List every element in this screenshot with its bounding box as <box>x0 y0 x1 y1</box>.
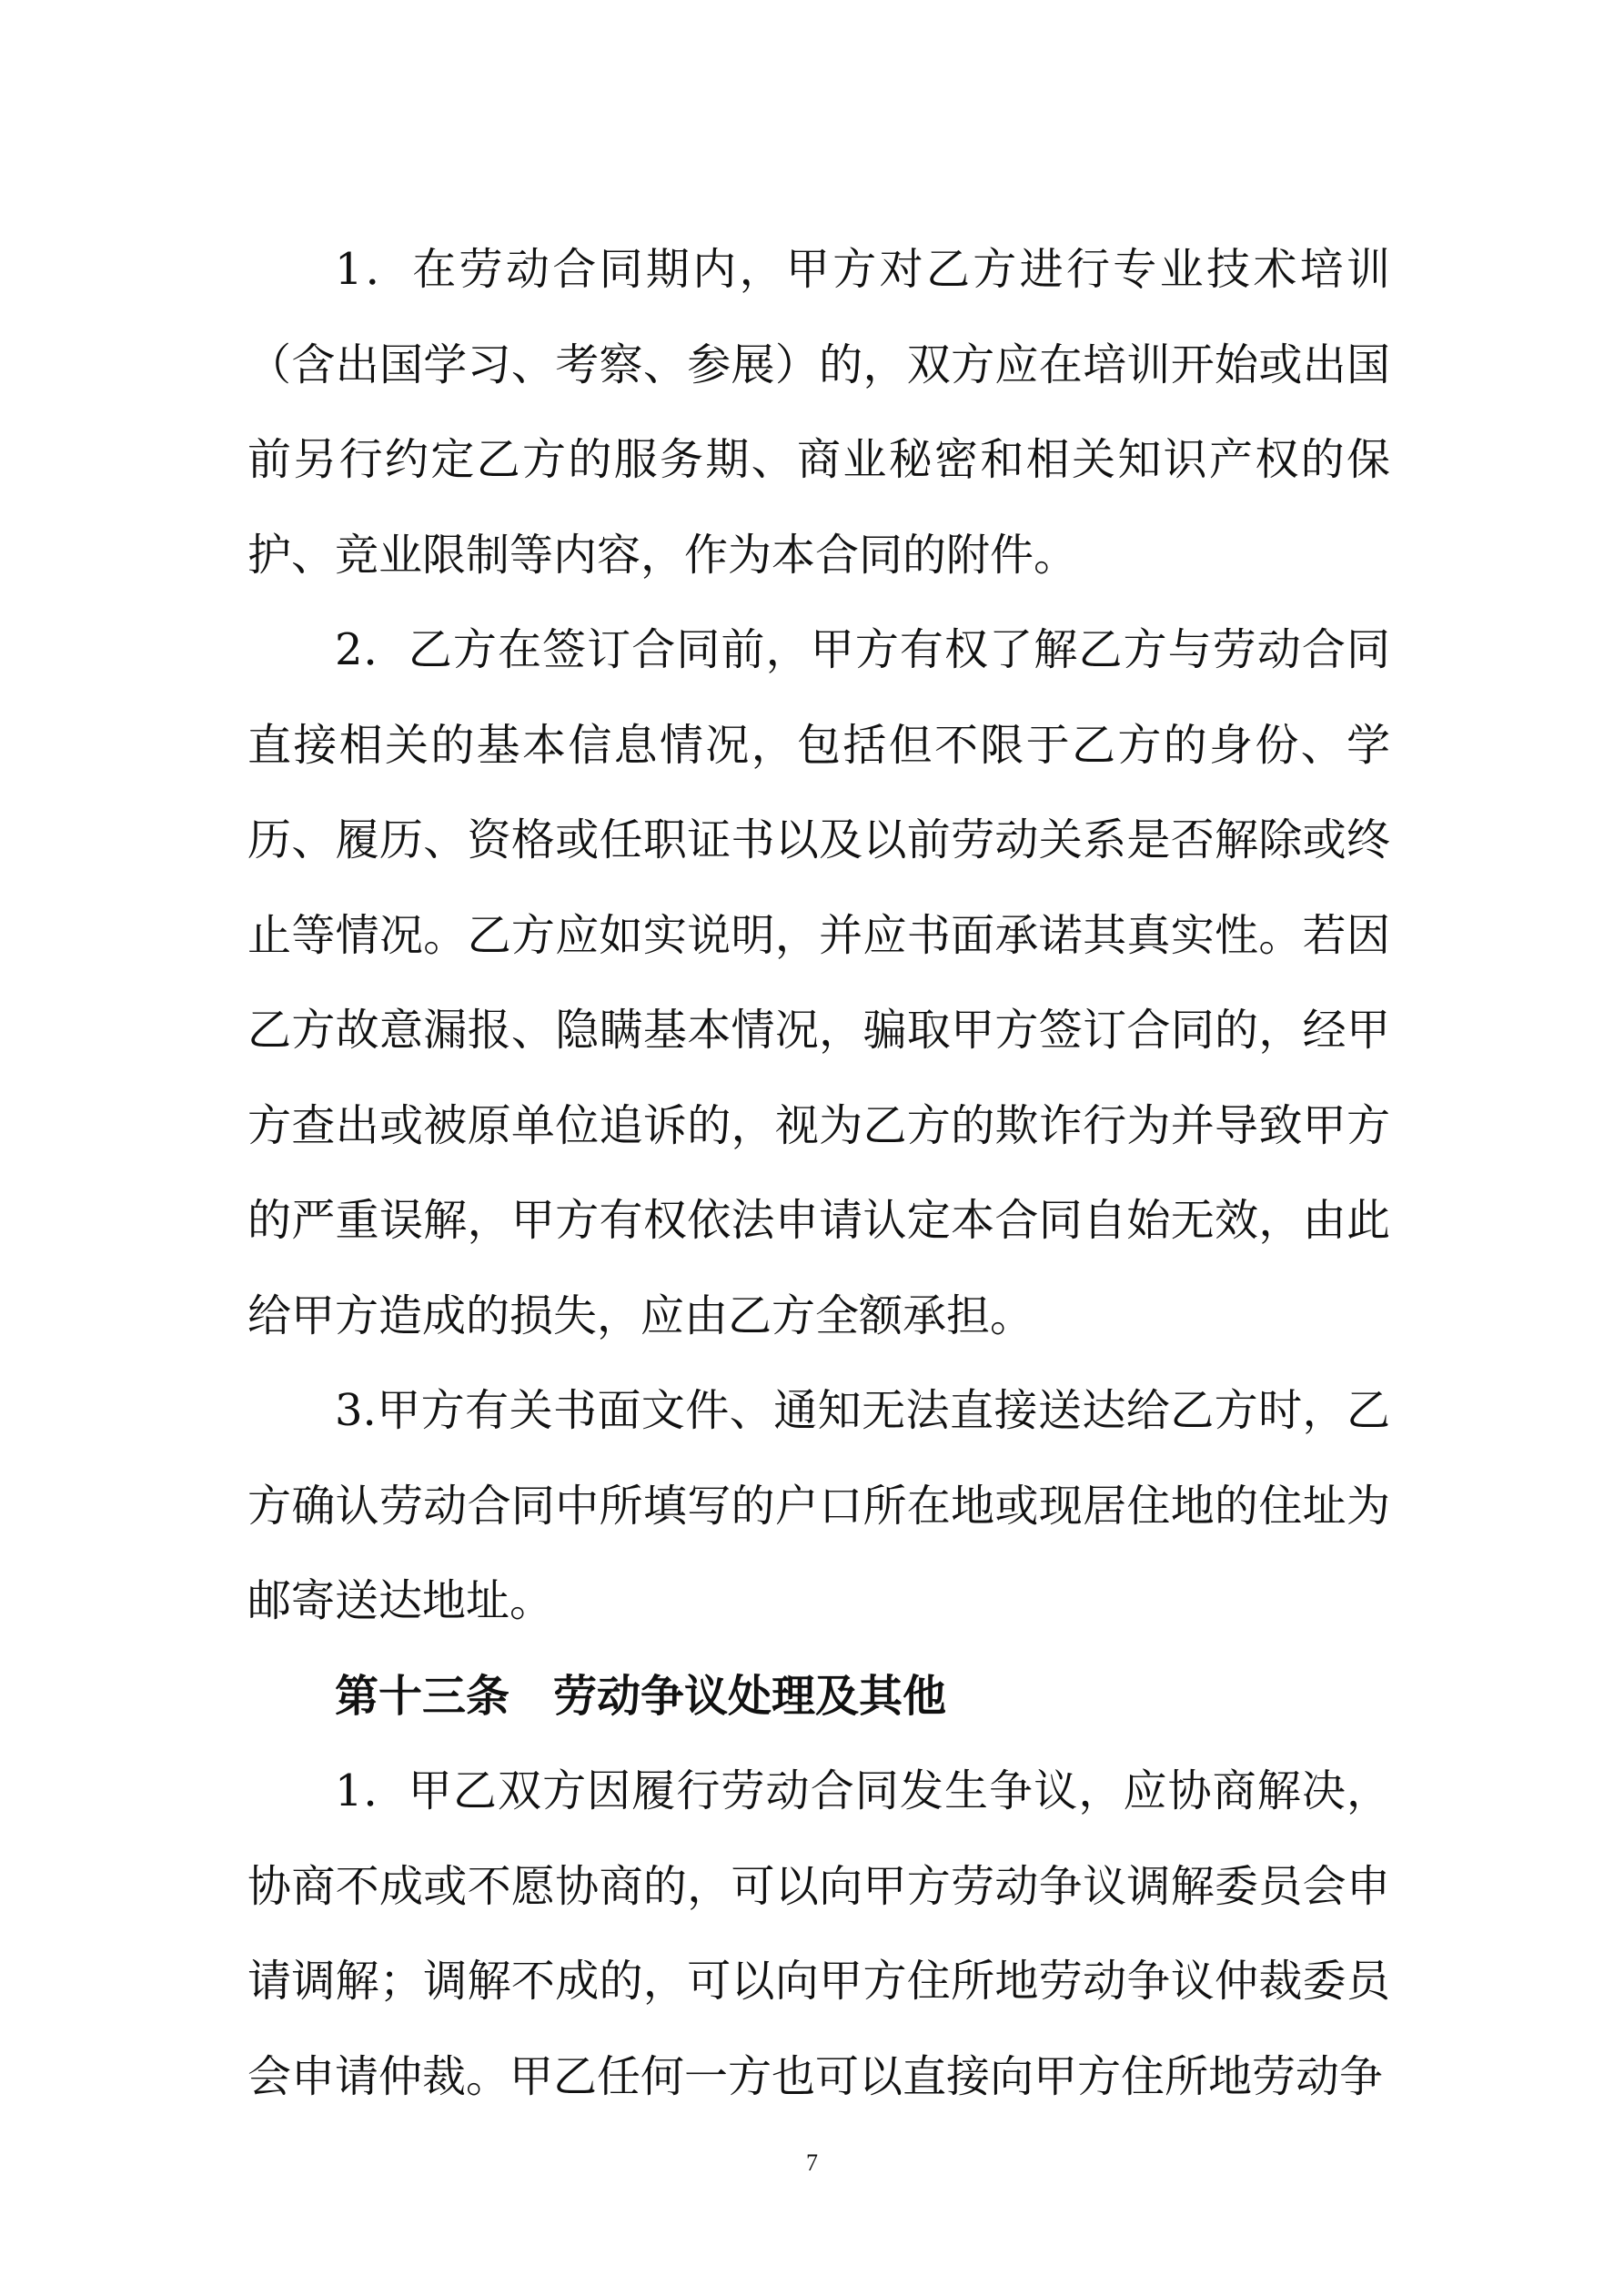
clause-paragraph-2: 2．乙方在签订合同前，甲方有权了解乙方与劳动合同直接相关的基本信息情况，包括但不限于乙方的身份、学历、履历、资格或任职证书以及以前劳动关系是否解除或终止等情况。乙方应如实说明，并应书面承诺其真实性。若因乙方故意漏报、隐瞒基本情况，骗取甲方签订合同的，经甲方查出或被原单位追诉的，视为乙方的欺诈行为并导致甲方的严重误解，甲方有权依法申请认定本合同自始无效，由此给甲方造成的损失，应由乙方全额承担。 <box>247 624 1390 1341</box>
clause-paragraph-1: 1．在劳动合同期内，甲方对乙方进行专业技术培训（含出国学习、考察、参展）的，双方应在培训开始或出国前另行约定乙方的服务期、商业秘密和相关知识产权的保护、竞业限制等内容，作为本合同的附件。 <box>247 244 1390 581</box>
clause-paragraph-3: 3.甲方有关书面文件、通知无法直接送达给乙方时，乙方确认劳动合同中所填写的户口所在地或现居住地的住址为邮寄送达地址。 <box>247 1385 1390 1626</box>
document-body <box>247 222 1390 2124</box>
page-number: 7 <box>806 2149 818 2176</box>
article-13-paragraph-1: 1．甲乙双方因履行劳动合同发生争议，应协商解决，协商不成或不愿协商的，可以向甲方劳动争议调解委员会申请调解；调解不成的，可以向甲方住所地劳动争议仲裁委员会申请仲裁。甲乙任何一方也可以直接向甲方住所地劳动争 <box>247 1765 1390 2102</box>
article-heading: 第十三条 劳动争议处理及其他 <box>335 1670 947 1722</box>
